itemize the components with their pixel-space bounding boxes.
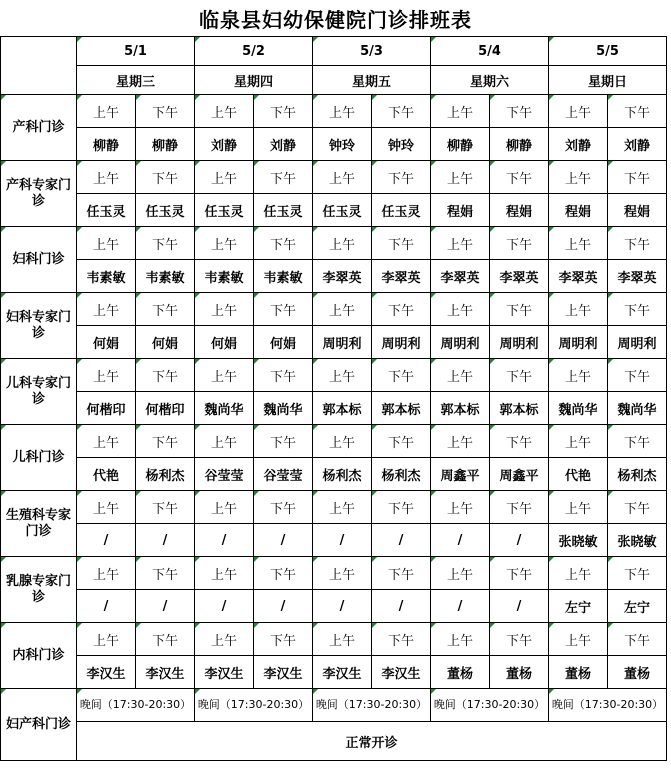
shift-am: 上午 (313, 425, 372, 458)
department-name: 妇科门诊 (1, 227, 77, 293)
doctor-cell: 韦素敏 (136, 260, 195, 293)
doctor-cell: 韦素敏 (77, 260, 136, 293)
doctor-cell: / (77, 524, 136, 557)
doctor-cell: 杨利杰 (608, 458, 667, 491)
doctor-cell: / (136, 590, 195, 623)
weekday-header: 星期日 (549, 66, 667, 95)
doctor-cell: / (254, 590, 313, 623)
shift-am: 上午 (195, 293, 254, 326)
shift-pm: 下午 (372, 293, 431, 326)
department-name: 内科门诊 (1, 623, 77, 689)
weekday-header: 星期四 (195, 66, 313, 95)
doctor-cell: 魏尚华 (608, 392, 667, 425)
doctor-cell: 李汉生 (372, 656, 431, 689)
shift-am: 上午 (313, 623, 372, 656)
doctor-row (1, 326, 667, 359)
shift-pm: 下午 (254, 95, 313, 128)
doctor-cell: 钟玲 (313, 128, 372, 161)
doctor-cell: 张晓敏 (549, 524, 608, 557)
open-status: 正常开诊 (77, 722, 667, 761)
shift-am: 上午 (195, 623, 254, 656)
doctor-cell: 李翠英 (549, 260, 608, 293)
shift-pm: 下午 (608, 161, 667, 194)
doctor-cell: 刘静 (195, 128, 254, 161)
shift-pm: 下午 (136, 227, 195, 260)
shift-am: 上午 (431, 359, 490, 392)
doctor-cell: 任玉灵 (254, 194, 313, 227)
doctor-cell: 周鑫平 (490, 458, 549, 491)
doctor-cell: / (372, 590, 431, 623)
doctor-cell: / (313, 524, 372, 557)
doctor-cell: 柳静 (136, 128, 195, 161)
doctor-cell: 柳静 (490, 128, 549, 161)
doctor-cell: 钟玲 (372, 128, 431, 161)
doctor-row (1, 524, 667, 557)
doctor-cell: 左宁 (549, 590, 608, 623)
shift-pm: 下午 (372, 623, 431, 656)
doctor-cell: 杨利杰 (313, 458, 372, 491)
shift-pm: 下午 (490, 161, 549, 194)
shift-row (1, 359, 667, 392)
doctor-cell: 谷莹莹 (254, 458, 313, 491)
doctor-cell: 李翠英 (490, 260, 549, 293)
date-header: 5/5 (549, 37, 667, 66)
shift-pm: 下午 (136, 161, 195, 194)
doctor-cell: 郭本标 (490, 392, 549, 425)
shift-pm: 下午 (254, 359, 313, 392)
doctor-cell: / (77, 590, 136, 623)
shift-pm: 下午 (608, 293, 667, 326)
doctor-cell: 李汉生 (77, 656, 136, 689)
doctor-cell: 李翠英 (313, 260, 372, 293)
doctor-cell: / (490, 590, 549, 623)
doctor-cell: / (254, 524, 313, 557)
doctor-row (1, 260, 667, 293)
schedule-table (0, 36, 667, 761)
shift-pm: 下午 (490, 491, 549, 524)
shift-am: 上午 (431, 161, 490, 194)
doctor-cell: / (136, 524, 195, 557)
shift-pm: 下午 (490, 623, 549, 656)
shift-am: 上午 (195, 491, 254, 524)
doctor-cell: 何娟 (136, 326, 195, 359)
shift-pm: 下午 (372, 425, 431, 458)
evening-hours: 晚间（17:30-20:30） (313, 689, 431, 722)
shift-am: 上午 (549, 293, 608, 326)
shift-pm: 下午 (490, 425, 549, 458)
shift-am: 上午 (431, 425, 490, 458)
shift-am: 上午 (313, 359, 372, 392)
shift-am: 上午 (195, 227, 254, 260)
shift-am: 上午 (549, 491, 608, 524)
date-row (1, 37, 667, 66)
shift-am: 上午 (77, 359, 136, 392)
shift-am: 上午 (431, 557, 490, 590)
doctor-cell: 韦素敏 (254, 260, 313, 293)
doctor-cell: 代艳 (549, 458, 608, 491)
header-corner (1, 37, 77, 95)
status-row (1, 722, 667, 761)
doctor-cell: / (195, 590, 254, 623)
evening-row (1, 689, 667, 722)
shift-pm: 下午 (136, 425, 195, 458)
doctor-cell: / (431, 524, 490, 557)
doctor-cell: 周明利 (608, 326, 667, 359)
doctor-cell: 何楷印 (136, 392, 195, 425)
doctor-cell: / (195, 524, 254, 557)
doctor-cell: 杨利杰 (372, 458, 431, 491)
shift-pm: 下午 (490, 557, 549, 590)
doctor-cell: 李汉生 (195, 656, 254, 689)
doctor-row (1, 656, 667, 689)
shift-pm: 下午 (254, 623, 313, 656)
shift-pm: 下午 (372, 359, 431, 392)
shift-am: 上午 (549, 161, 608, 194)
shift-pm: 下午 (136, 359, 195, 392)
shift-am: 上午 (549, 425, 608, 458)
doctor-cell: 李汉生 (136, 656, 195, 689)
doctor-cell: 张晓敏 (608, 524, 667, 557)
doctor-cell: 程娟 (608, 194, 667, 227)
doctor-row (1, 128, 667, 161)
shift-pm: 下午 (254, 161, 313, 194)
evening-hours: 晚间（17:30-20:30） (195, 689, 313, 722)
shift-am: 上午 (549, 359, 608, 392)
date-header: 5/2 (195, 37, 313, 66)
shift-pm: 下午 (254, 557, 313, 590)
shift-am: 上午 (195, 95, 254, 128)
doctor-row (1, 392, 667, 425)
shift-pm: 下午 (372, 161, 431, 194)
shift-pm: 下午 (608, 491, 667, 524)
doctor-cell: 李汉生 (254, 656, 313, 689)
doctor-cell: 郭本标 (372, 392, 431, 425)
doctor-cell: 何娟 (195, 326, 254, 359)
shift-pm: 下午 (254, 293, 313, 326)
doctor-cell: 董杨 (608, 656, 667, 689)
department-name: 妇产科门诊 (1, 689, 77, 761)
shift-am: 上午 (313, 95, 372, 128)
doctor-cell: 李翠英 (431, 260, 490, 293)
weekday-header: 星期五 (313, 66, 431, 95)
department-name: 儿科专家门诊 (1, 359, 77, 425)
doctor-cell: 魏尚华 (549, 392, 608, 425)
shift-pm: 下午 (372, 95, 431, 128)
shift-am: 上午 (77, 293, 136, 326)
shift-pm: 下午 (254, 491, 313, 524)
shift-am: 上午 (195, 557, 254, 590)
shift-pm: 下午 (490, 227, 549, 260)
doctor-cell: 任玉灵 (372, 194, 431, 227)
shift-am: 上午 (77, 95, 136, 128)
shift-pm: 下午 (608, 95, 667, 128)
doctor-cell: 董杨 (431, 656, 490, 689)
department-name: 妇科专家门诊 (1, 293, 77, 359)
doctor-cell: 郭本标 (313, 392, 372, 425)
doctor-cell: 周明利 (549, 326, 608, 359)
shift-am: 上午 (195, 161, 254, 194)
shift-pm: 下午 (372, 491, 431, 524)
doctor-cell: 任玉灵 (136, 194, 195, 227)
doctor-cell: / (313, 590, 372, 623)
doctor-cell: 柳静 (77, 128, 136, 161)
doctor-cell: 程娟 (431, 194, 490, 227)
shift-am: 上午 (549, 623, 608, 656)
evening-hours: 晚间（17:30-20:30） (77, 689, 195, 722)
shift-row (1, 491, 667, 524)
shift-am: 上午 (313, 557, 372, 590)
department-name: 乳腺专家门诊 (1, 557, 77, 623)
shift-pm: 下午 (608, 425, 667, 458)
shift-pm: 下午 (490, 293, 549, 326)
shift-am: 上午 (77, 491, 136, 524)
doctor-cell: 魏尚华 (254, 392, 313, 425)
doctor-cell: 任玉灵 (313, 194, 372, 227)
doctor-cell: 魏尚华 (195, 392, 254, 425)
doctor-cell: 何楷印 (77, 392, 136, 425)
shift-pm: 下午 (608, 359, 667, 392)
shift-pm: 下午 (136, 95, 195, 128)
weekday-header: 星期六 (431, 66, 549, 95)
department-name: 生殖科专家门诊 (1, 491, 77, 557)
doctor-cell: 杨利杰 (136, 458, 195, 491)
doctor-cell: 刘静 (608, 128, 667, 161)
shift-am: 上午 (431, 95, 490, 128)
weekday-row (1, 66, 667, 95)
doctor-cell: 周明利 (313, 326, 372, 359)
shift-am: 上午 (77, 557, 136, 590)
doctor-cell: 任玉灵 (77, 194, 136, 227)
shift-pm: 下午 (490, 359, 549, 392)
doctor-row (1, 194, 667, 227)
shift-pm: 下午 (254, 425, 313, 458)
shift-row (1, 227, 667, 260)
doctor-cell: 李翠英 (608, 260, 667, 293)
shift-am: 上午 (549, 557, 608, 590)
shift-row (1, 293, 667, 326)
doctor-cell: 李汉生 (313, 656, 372, 689)
doctor-cell: 李翠英 (372, 260, 431, 293)
doctor-cell: 刘静 (254, 128, 313, 161)
department-name: 产科专家门诊 (1, 161, 77, 227)
shift-am: 上午 (549, 227, 608, 260)
shift-am: 上午 (431, 491, 490, 524)
shift-am: 上午 (549, 95, 608, 128)
shift-pm: 下午 (136, 491, 195, 524)
shift-am: 上午 (313, 293, 372, 326)
date-header: 5/4 (431, 37, 549, 66)
doctor-cell: 郭本标 (431, 392, 490, 425)
schedule-title: 临泉县妇幼保健院门诊排班表 (199, 7, 472, 32)
shift-pm: 下午 (136, 293, 195, 326)
doctor-cell: 周鑫平 (431, 458, 490, 491)
evening-hours: 晚间（17:30-20:30） (431, 689, 549, 722)
shift-am: 上午 (77, 227, 136, 260)
doctor-cell: / (431, 590, 490, 623)
shift-am: 上午 (77, 425, 136, 458)
shift-am: 上午 (195, 425, 254, 458)
doctor-row (1, 590, 667, 623)
shift-pm: 下午 (254, 227, 313, 260)
doctor-cell: 程娟 (549, 194, 608, 227)
doctor-cell: 刘静 (549, 128, 608, 161)
doctor-cell: 程娟 (490, 194, 549, 227)
shift-am: 上午 (431, 227, 490, 260)
shift-pm: 下午 (608, 227, 667, 260)
shift-pm: 下午 (372, 557, 431, 590)
shift-am: 上午 (313, 227, 372, 260)
shift-pm: 下午 (608, 623, 667, 656)
doctor-cell: 代艳 (77, 458, 136, 491)
doctor-cell: 周明利 (372, 326, 431, 359)
shift-row (1, 95, 667, 128)
doctor-cell: 周明利 (490, 326, 549, 359)
shift-row (1, 161, 667, 194)
doctor-cell: 柳静 (431, 128, 490, 161)
shift-pm: 下午 (136, 623, 195, 656)
department-name: 儿科门诊 (1, 425, 77, 491)
doctor-cell: / (372, 524, 431, 557)
doctor-cell: 谷莹莹 (195, 458, 254, 491)
evening-hours: 晚间（17:30-20:30） (549, 689, 667, 722)
date-header: 5/3 (313, 37, 431, 66)
doctor-cell: 左宁 (608, 590, 667, 623)
doctor-cell: 任玉灵 (195, 194, 254, 227)
doctor-cell: 周明利 (431, 326, 490, 359)
doctor-cell: 何娟 (254, 326, 313, 359)
shift-am: 上午 (313, 491, 372, 524)
shift-am: 上午 (195, 359, 254, 392)
doctor-cell: 韦素敏 (195, 260, 254, 293)
shift-am: 上午 (431, 623, 490, 656)
doctor-cell: 董杨 (490, 656, 549, 689)
doctor-cell: / (490, 524, 549, 557)
doctor-cell: 何娟 (77, 326, 136, 359)
shift-row (1, 425, 667, 458)
department-name: 产科门诊 (1, 95, 77, 161)
shift-row (1, 557, 667, 590)
weekday-header: 星期三 (77, 66, 195, 95)
date-header: 5/1 (77, 37, 195, 66)
doctor-cell: 董杨 (549, 656, 608, 689)
shift-am: 上午 (313, 161, 372, 194)
shift-am: 上午 (77, 161, 136, 194)
shift-pm: 下午 (608, 557, 667, 590)
shift-pm: 下午 (490, 95, 549, 128)
shift-pm: 下午 (372, 227, 431, 260)
shift-pm: 下午 (136, 557, 195, 590)
shift-am: 上午 (431, 293, 490, 326)
doctor-row (1, 458, 667, 491)
shift-row (1, 623, 667, 656)
shift-am: 上午 (77, 623, 136, 656)
